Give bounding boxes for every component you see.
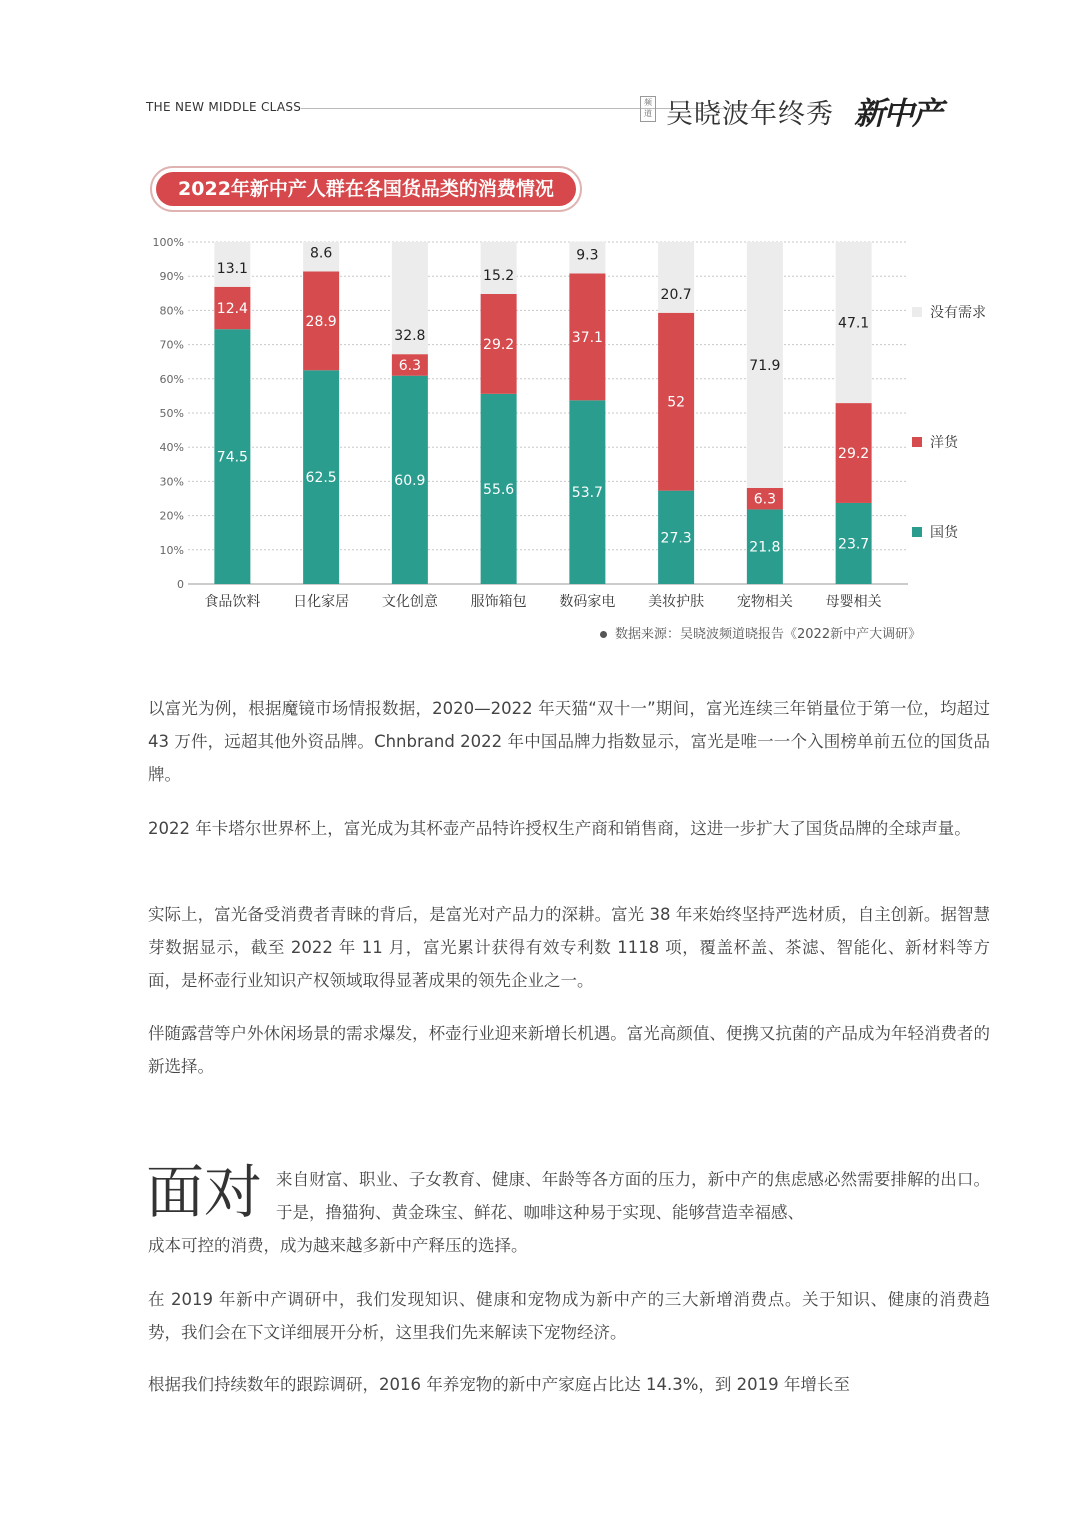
legend-swatch <box>912 527 922 537</box>
data-label: 53.7 <box>571 485 603 502</box>
data-label: 71.9 <box>749 357 781 374</box>
x-tick-label: 宠物相关 <box>736 594 793 610</box>
data-label: 13.1 <box>216 260 248 277</box>
chart-title: 2022年新中产人群在各国货品类的消费情况 <box>156 172 576 206</box>
header-title: 吴晓波年终秀 <box>666 99 834 130</box>
data-label: 15.2 <box>483 267 515 284</box>
x-tick-label: 日化家居 <box>293 594 350 610</box>
y-tick-label: 50% <box>159 407 184 420</box>
data-label: 21.8 <box>749 539 781 556</box>
bullet-icon <box>600 631 607 638</box>
data-source-text: 数据来源：吴晓波频道晓报告《2022新中产大调研》 <box>615 627 922 642</box>
paragraph-1: 以富光为例，根据魔镜市场情报数据，2020—2022 年天猫“双十一”期间，富光连续三年销量位于第一位，均超过 43 万件，远超其他外资品牌。Chnbrand 2022 年中国品牌力指数显示，富光是唯一一个入围榜单前五位的国货品牌。 <box>148 699 990 784</box>
paragraph-3: 实际上，富光备受消费者青睐的背后，是富光对产品力的深耕。富光 38 年来始终坚持严选材质，自主创新。据智慧芽数据显示，截至 2022 年 11 月，富光累计获得有效专利数 1118 项，覆盖杯盖、茶滤、智能化、新材料等方面，是杯壶行业知识产权领域取得显著成果的领先企业之一。 <box>148 905 990 990</box>
paragraph-5: 来自财富、职业、子女教育、健康、年龄等各方面的压力，新中产的焦虑感必然需要排解的出口。于是，撸猫狗、黄金珠宝、鲜花、咖啡这种易于实现、能够营造幸福感、 <box>276 1170 990 1222</box>
y-tick-label: 70% <box>159 338 184 352</box>
legend-label: 洋货 <box>930 435 958 451</box>
data-label: 55.6 <box>483 481 515 498</box>
x-tick-label: 食品饮料 <box>204 594 261 610</box>
x-tick-label: 美妆护肤 <box>648 594 705 610</box>
y-tick-label: 60% <box>159 372 184 386</box>
legend-label: 没有需求 <box>930 305 986 321</box>
y-tick-label: 30% <box>159 475 184 489</box>
stacked-bar-chart <box>140 228 1010 618</box>
legend-swatch <box>912 437 922 447</box>
data-label: 37.1 <box>571 329 603 346</box>
data-label: 29.2 <box>838 446 870 463</box>
paragraph-2: 2022 年卡塔尔世界杯上，富光成为其杯壶产品特许授权生产商和销售商，这进一步扩大了国货品牌的全球声量。 <box>148 819 971 838</box>
data-label: 27.3 <box>660 530 692 547</box>
y-tick-label: 100% <box>152 236 184 249</box>
seal-mark: 频道 <box>640 96 656 122</box>
data-label: 29.2 <box>483 336 515 353</box>
y-tick-label: 20% <box>159 509 184 523</box>
y-tick-label: 10% <box>159 543 184 557</box>
x-tick-label: 服饰箱包 <box>470 594 527 610</box>
data-label: 74.5 <box>216 449 248 466</box>
data-source <box>600 623 921 642</box>
x-tick-label: 数码家电 <box>559 594 616 610</box>
paragraph-5-continued: 成本可控的消费，成为越来越多新中产释压的选择。 <box>148 1236 528 1255</box>
data-label: 20.7 <box>660 286 692 303</box>
y-tick-label: 90% <box>159 270 184 284</box>
data-label: 23.7 <box>838 536 870 553</box>
data-label: 62.5 <box>305 470 337 487</box>
data-label: 12.4 <box>216 301 248 318</box>
data-label: 47.1 <box>838 315 870 332</box>
y-tick-label: 0 <box>177 578 184 591</box>
y-tick-label: 40% <box>159 441 184 455</box>
paragraph-6: 在 2019 年新中产调研中，我们发现知识、健康和宠物成为新中产的三大新增消费点。关于知识、健康的消费趋势，我们会在下文详细展开分析，这里我们先来解读下宠物经济。 <box>148 1290 990 1342</box>
x-tick-label: 文化创意 <box>381 594 438 610</box>
header-logo: 新中产 <box>854 96 941 132</box>
chart-title-badge <box>150 166 582 212</box>
paragraph-4: 伴随露营等户外休闲场景的需求爆发，杯壶行业迎来新增长机遇。富光高颜值、便携又抗菌的产品成为年轻消费者的新选择。 <box>148 1024 990 1076</box>
page-header <box>146 86 994 130</box>
drop-cap: 面对 <box>146 1158 263 1226</box>
legend-swatch <box>912 307 922 317</box>
brand-english: THE NEW MIDDLE CLASS <box>146 100 302 114</box>
legend-label: 国货 <box>930 525 958 541</box>
data-label: 28.9 <box>305 313 337 330</box>
data-label: 52 <box>667 394 686 411</box>
data-label: 6.3 <box>398 357 422 374</box>
data-label: 6.3 <box>753 491 777 508</box>
y-tick-label: 80% <box>159 304 184 318</box>
x-tick-label: 母婴相关 <box>825 594 882 610</box>
data-label: 9.3 <box>576 247 599 264</box>
data-label: 60.9 <box>394 472 426 489</box>
data-label: 32.8 <box>394 328 426 345</box>
paragraph-7: 根据我们持续数年的跟踪调研，2016 年养宠物的新中产家庭占比达 14.3%，到 2019 年增长至 <box>148 1375 850 1394</box>
data-label: 8.6 <box>309 245 333 262</box>
